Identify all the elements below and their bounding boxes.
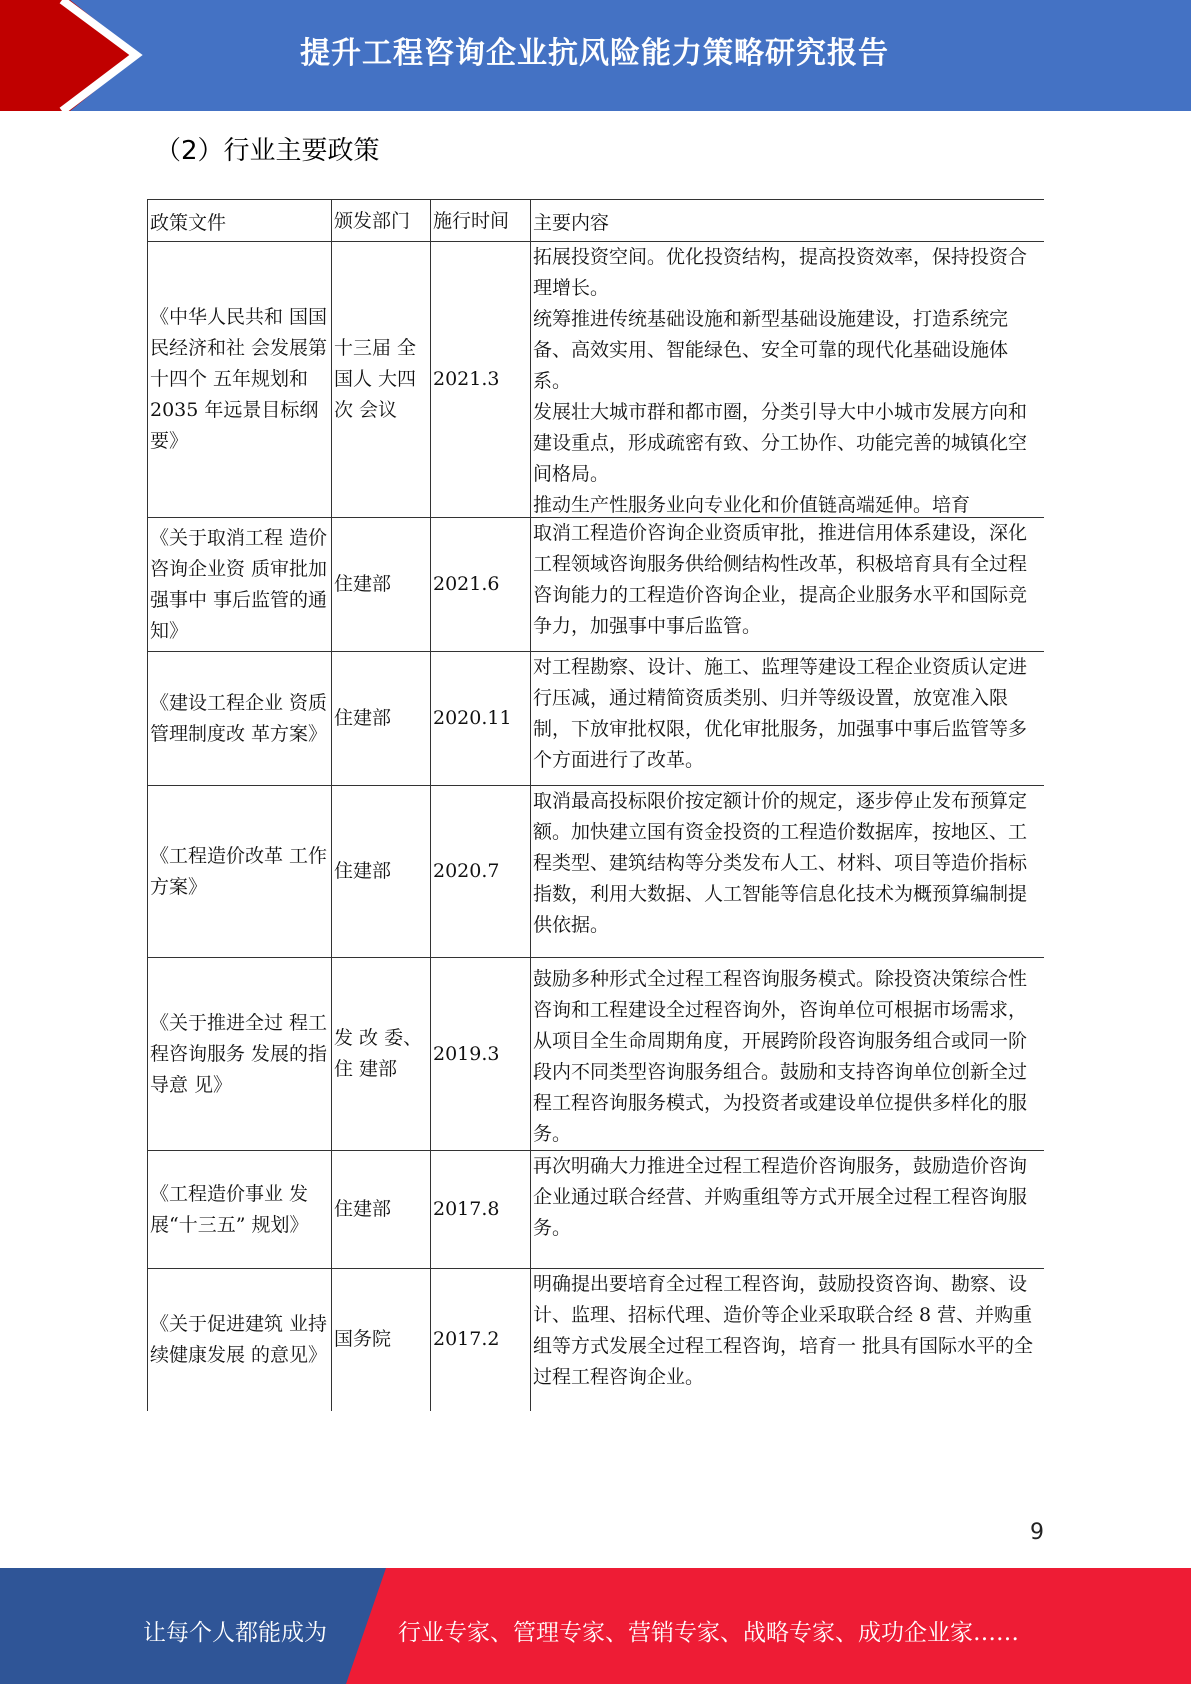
main-content: 再次明确大力推进全过程工程造价咨询服务，鼓励造价咨询企业通过联合经营、并购重组等方式开展全过程工程咨询服务。: [531, 1151, 1044, 1269]
footer-slogan-left: 让每个人都能成为: [143, 1620, 327, 1646]
main-content: 取消最高投标限价按定额计价的规定，逐步停止发布预算定额。加快建立国有资金投资的工程造价数据库，按地区、工程类型、建筑结构等分类发布人工、材料、项目等造价指标指数，利用大数据、人工智能等信息化技术为概预算编制提供依据。: [531, 786, 1044, 958]
effective-date: 2021.6: [431, 518, 531, 652]
effective-date: 2017.2: [431, 1269, 531, 1411]
issuing-department: 住建部: [332, 518, 431, 652]
table-row: [148, 242, 1044, 518]
content-paragraph: 拓展投资空间。优化投资结构，提高投资效率，保持投资合理增长。: [533, 246, 1028, 299]
policy-document: 《建设工程企业 资质管理制度改 革方案》: [148, 652, 332, 786]
page-footer-banner: [0, 1568, 1191, 1684]
column-header: 施行时间: [431, 200, 531, 242]
content-paragraph: 推动生产性服务业向专业化和价值链高端延伸。培育: [533, 494, 971, 516]
table-row: [148, 652, 1044, 786]
issuing-department: 住建部: [332, 786, 431, 958]
issuing-department: 发 改 委、住 建部: [332, 958, 431, 1151]
effective-date: 2021.3: [431, 242, 531, 518]
table-row: [148, 518, 1044, 652]
content-paragraph: 发展壮大城市群和都市圈，分类引导大中小城市发展方向和建设重点，形成疏密有致、分工协作、功能完善的城镇化空间格局。: [533, 401, 1028, 485]
policy-document: 《关于推进全过 程工程咨询服务 发展的指导意 见》: [148, 958, 332, 1151]
policy-document: 《工程造价事业 发展“十三五” 规划》: [148, 1151, 332, 1269]
column-header: 政策文件: [148, 200, 332, 242]
issuing-department: 国务院: [332, 1269, 431, 1411]
issuing-department: 十三届 全国人 大四次 会议: [332, 242, 431, 518]
footer-slogan-right: 行业专家、管理专家、营销专家、战略专家、成功企业家……: [398, 1620, 1019, 1646]
main-content: 鼓励多种形式全过程工程咨询服务模式。除投资决策综合性咨询和工程建设全过程咨询外，咨询单位可根据市场需求，从项目全生命周期角度，开展跨阶段咨询服务组合或同一阶段内不同类型咨询服务组合。鼓励和支持咨询单位创新全过程工程咨询服务模式，为投资者或建设单位提供多样化的服务。: [531, 958, 1044, 1151]
main-content: 取消工程造价咨询企业资质审批，推进信用体系建设，深化工程领域咨询服务供给侧结构性改革，积极培育具有全过程咨询能力的工程造价咨询企业，提高企业服务水平和国际竞争力，加强事中事后监管。: [531, 518, 1044, 652]
issuing-department: 住建部: [332, 1151, 431, 1269]
policy-document: 《关于取消工程 造价咨询企业资 质审批加强事中 事后监管的通 知》: [148, 518, 332, 652]
table-row: [148, 958, 1044, 1151]
effective-date: 2017.8: [431, 1151, 531, 1269]
column-header: 颁发部门: [332, 200, 431, 242]
policy-table: [147, 199, 1044, 1411]
main-content: 对工程勘察、设计、施工、监理等建设工程企业资质认定进行压减，通过精简资质类别、归并等级设置，放宽准入限制，下放审批权限，优化审批服务，加强事中事后监管等多个方面进行了改革。: [531, 652, 1044, 786]
report-title: 提升工程咨询企业抗风险能力策略研究报告: [300, 36, 889, 71]
issuing-department: 住建部: [332, 652, 431, 786]
effective-date: 2020.7: [431, 786, 531, 958]
main-content: [533, 242, 1042, 516]
page-header-banner: [0, 0, 1191, 111]
table-row: [148, 786, 1044, 958]
main-content: 明确提出要培育全过程工程咨询，鼓励投资咨询、勘察、设计、监理、招标代理、造价等企业采取联合经 8 营、并购重组等方式发展全过程工程咨询，培育一 批具有国际水平的全过程工程咨询企业。: [531, 1269, 1044, 1411]
policy-document: 《工程造价改革 工作方案》: [148, 786, 332, 958]
effective-date: 2019.3: [431, 958, 531, 1151]
policy-document: 《中华人民共和 国国民经济和社 会发展第十四个 五年规划和 2035 年远景目标纲 要》: [148, 242, 332, 518]
content-paragraph: 统筹推进传统基础设施和新型基础设施建设，打造系统完备、高效实用、智能绿色、安全可靠的现代化基础设施体系。: [533, 308, 1009, 392]
column-header: 主要内容: [531, 200, 1044, 242]
table-row: [148, 1151, 1044, 1269]
table-header-row: [148, 200, 1044, 242]
effective-date: 2020.11: [431, 652, 531, 786]
policy-document: 《关于促进建筑 业持续健康发展 的意见》: [148, 1269, 332, 1411]
page-number: 9: [1030, 1520, 1044, 1545]
section-title: （2）行业主要政策: [155, 136, 380, 166]
table-row: [148, 1269, 1044, 1411]
